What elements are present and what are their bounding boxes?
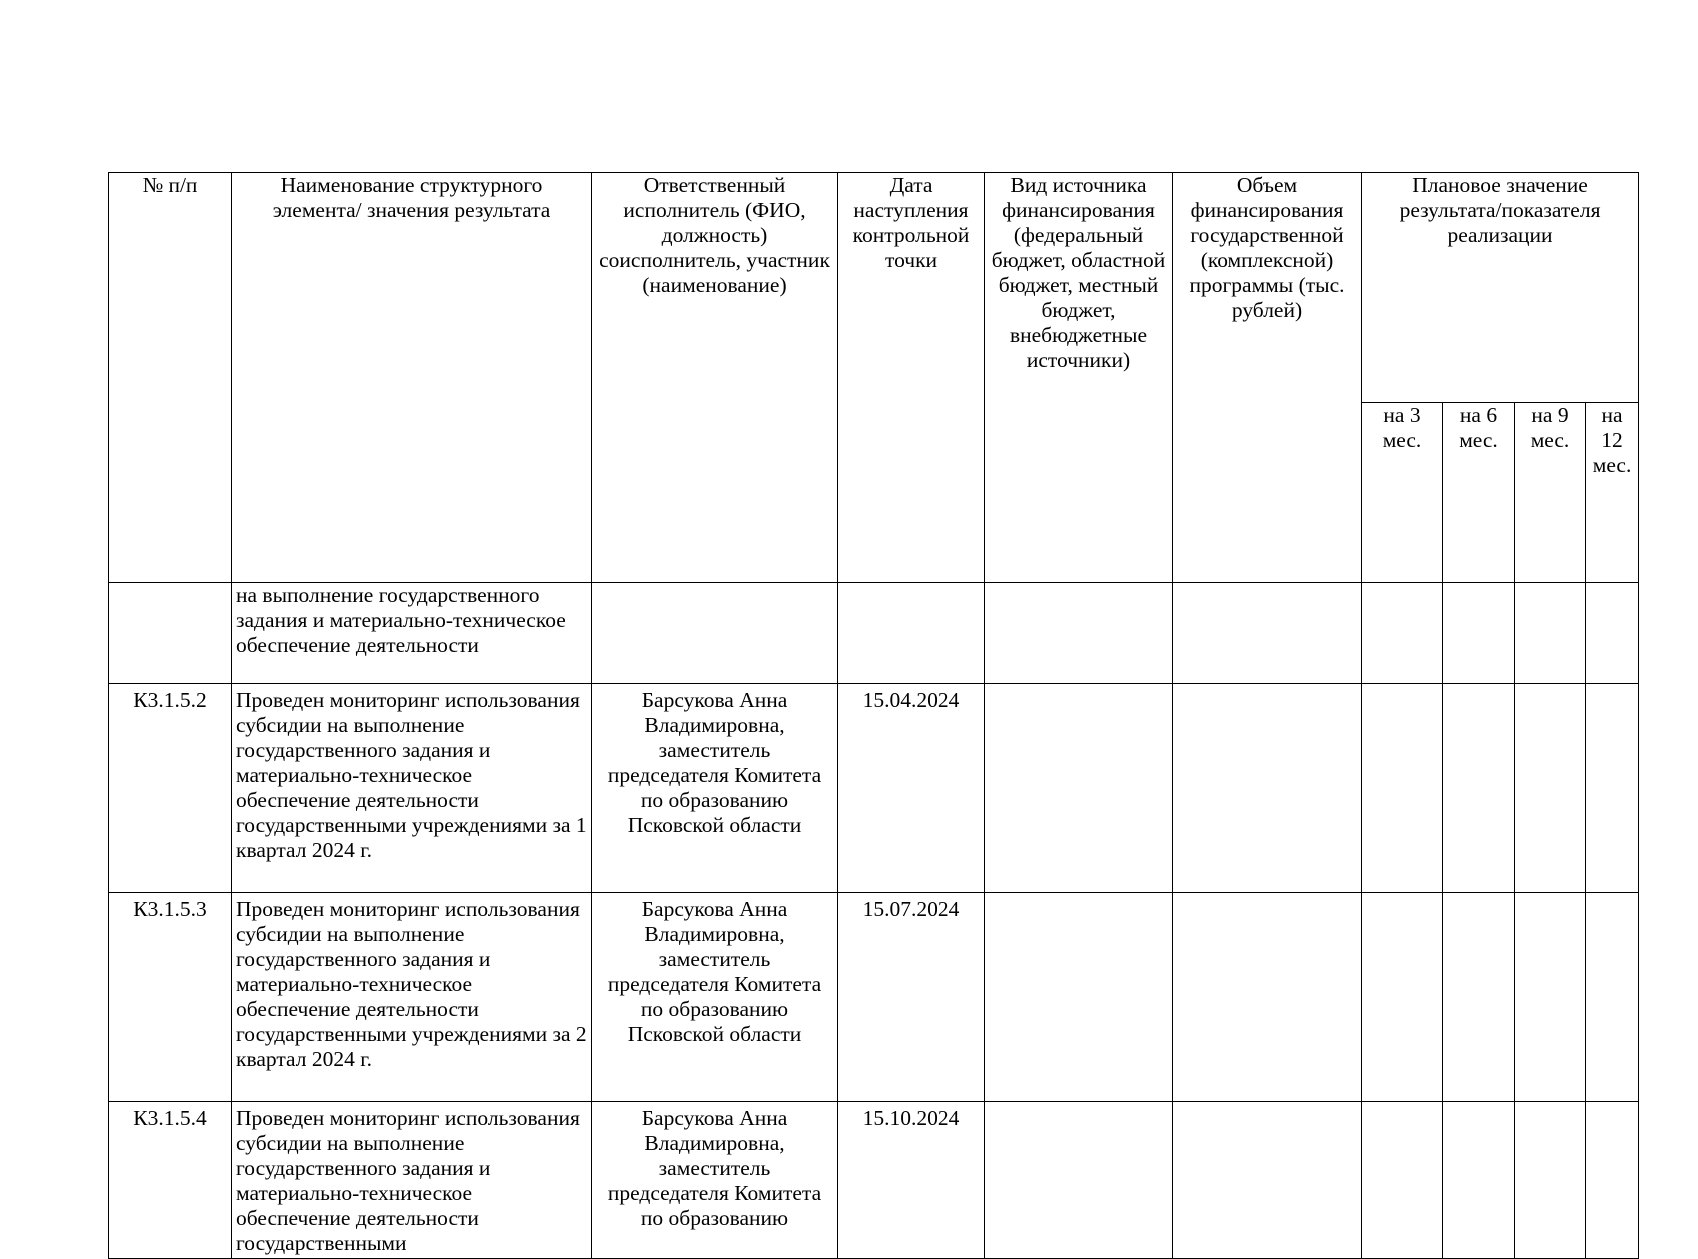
row-date	[838, 583, 985, 684]
row-responsible	[592, 583, 838, 684]
row-volume	[1173, 893, 1362, 1102]
table-row	[109, 684, 1639, 893]
row-name: Проведен мониторинг использования субсидии на выполнение государственного задания и материально-техническое обеспечение деятельности государственными учреждениями за 1 квартал 2024 г.	[232, 684, 592, 893]
row-source	[985, 684, 1173, 893]
row-volume	[1173, 1102, 1362, 1259]
row-6-months	[1443, 1102, 1515, 1259]
row-source	[985, 893, 1173, 1102]
header-12-months: на 12 мес.	[1586, 403, 1639, 583]
header-row	[109, 173, 1639, 403]
row-num: К3.1.5.4	[109, 1102, 232, 1259]
row-volume	[1173, 583, 1362, 684]
header-source: Вид источника финансирования (федеральный бюджет, областной бюджет, местный бюджет, внебюджетные источники)	[985, 173, 1173, 583]
row-9-months	[1515, 583, 1586, 684]
row-12-months	[1586, 1102, 1639, 1259]
header-name: Наименование структурного элемента/ значения результата	[232, 173, 592, 583]
plan-table	[108, 172, 1639, 1259]
row-volume	[1173, 684, 1362, 893]
row-3-months	[1362, 583, 1443, 684]
row-3-months	[1362, 684, 1443, 893]
row-9-months	[1515, 893, 1586, 1102]
table-row	[109, 583, 1639, 684]
row-9-months	[1515, 684, 1586, 893]
row-6-months	[1443, 684, 1515, 893]
header-responsible: Ответственный исполнитель (ФИО, должность) соисполнитель, участник (наименование)	[592, 173, 838, 583]
row-num: К3.1.5.2	[109, 684, 232, 893]
row-3-months	[1362, 1102, 1443, 1259]
row-name: на выполнение государственного задания и материально-техническое обеспечение деятельности	[232, 583, 592, 684]
row-source	[985, 1102, 1173, 1259]
row-date: 15.07.2024	[838, 893, 985, 1102]
header-date: Дата наступления контрольной точки	[838, 173, 985, 583]
row-responsible: Барсукова Анна Владимировна, заместитель председателя Комитета по образованию	[592, 1102, 838, 1259]
row-12-months	[1586, 583, 1639, 684]
table-row	[109, 893, 1639, 1102]
header-planned: Плановое значение результата/показателя реализации	[1362, 173, 1639, 403]
row-name: Проведен мониторинг использования субсидии на выполнение государственного задания и материально-техническое обеспечение деятельности государственными	[232, 1102, 592, 1259]
row-12-months	[1586, 893, 1639, 1102]
header-volume: Объем финансирования государственной (комплексной) программы (тыс. рублей)	[1173, 173, 1362, 583]
row-responsible: Барсукова Анна Владимировна, заместитель председателя Комитета по образованию Псковской области	[592, 684, 838, 893]
row-date: 15.04.2024	[838, 684, 985, 893]
row-num: К3.1.5.3	[109, 893, 232, 1102]
row-date: 15.10.2024	[838, 1102, 985, 1259]
row-6-months	[1443, 583, 1515, 684]
header-9-months: на 9 мес.	[1515, 403, 1586, 583]
row-name: Проведен мониторинг использования субсидии на выполнение государственного задания и материально-техническое обеспечение деятельности государственными учреждениями за 2 квартал 2024 г.	[232, 893, 592, 1102]
table-row	[109, 1102, 1639, 1259]
header-num: № п/п	[109, 173, 232, 583]
header-3-months: на 3 мес.	[1362, 403, 1443, 583]
row-num	[109, 583, 232, 684]
row-3-months	[1362, 893, 1443, 1102]
header-6-months: на 6 мес.	[1443, 403, 1515, 583]
row-6-months	[1443, 893, 1515, 1102]
row-9-months	[1515, 1102, 1586, 1259]
row-12-months	[1586, 684, 1639, 893]
row-responsible: Барсукова Анна Владимировна, заместитель председателя Комитета по образованию Псковской области	[592, 893, 838, 1102]
row-source	[985, 583, 1173, 684]
